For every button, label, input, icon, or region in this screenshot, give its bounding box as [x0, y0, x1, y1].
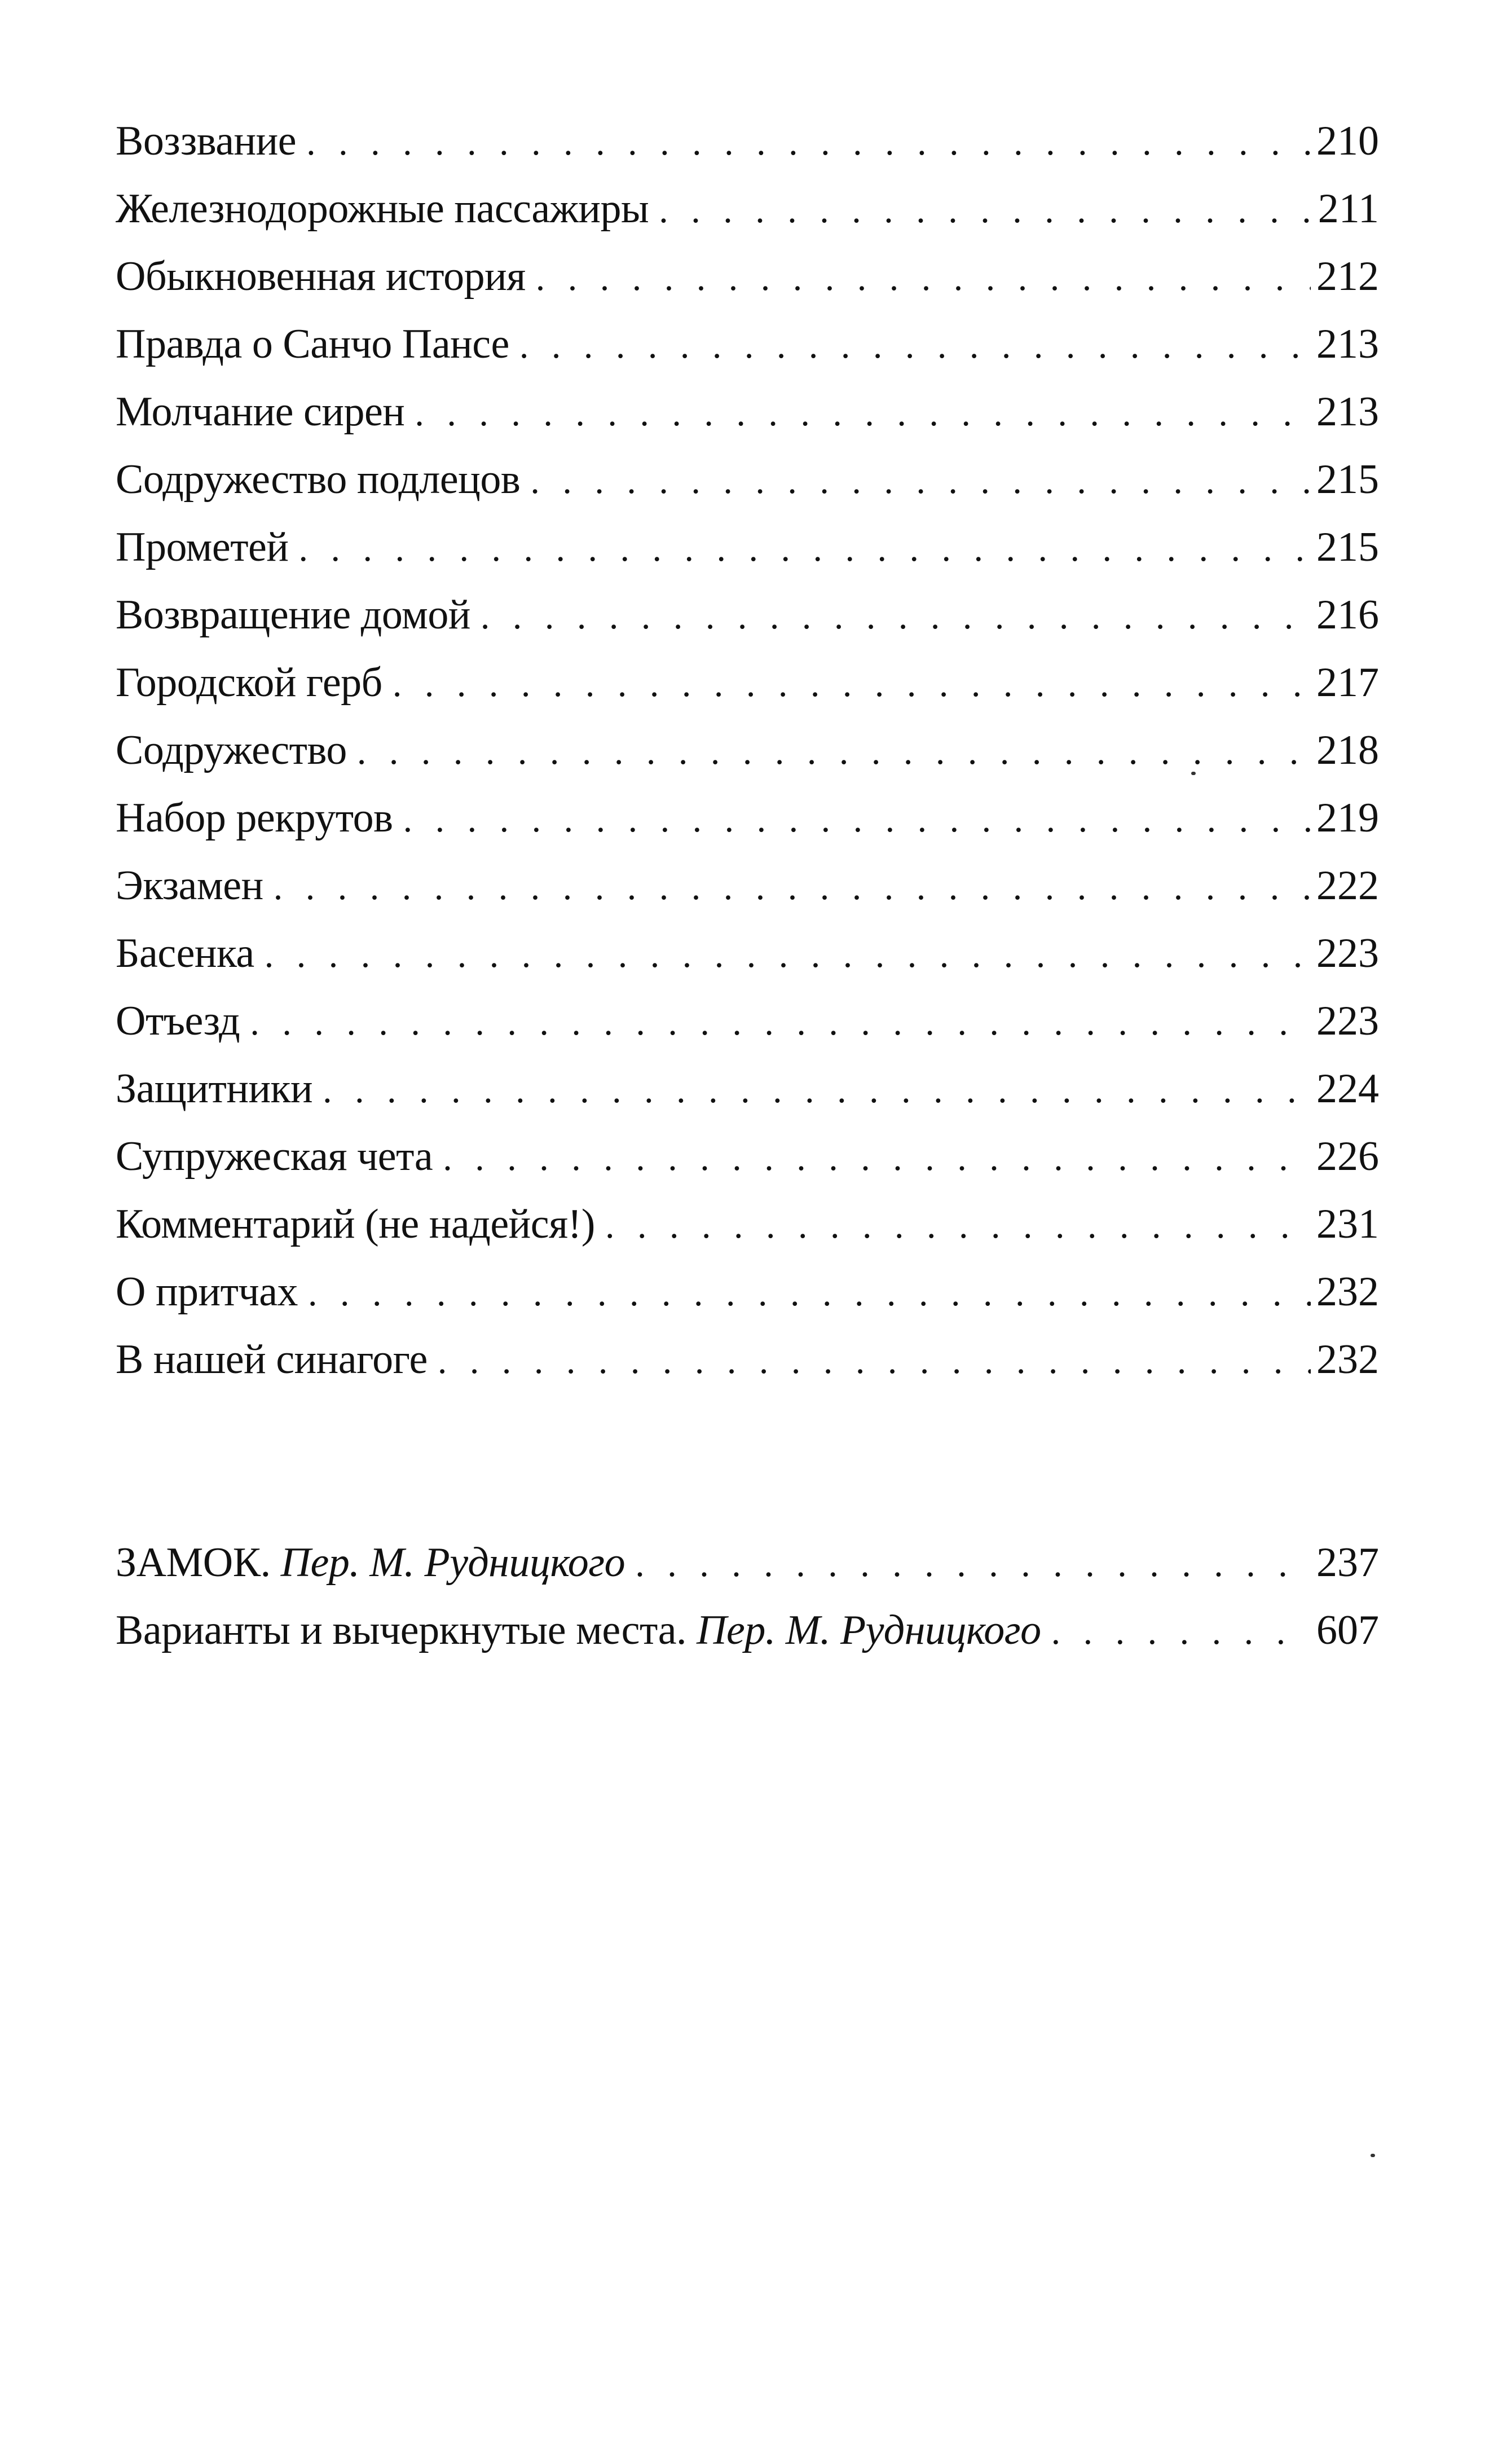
translator-credit: Пер. М. Рудницкого [280, 1539, 625, 1586]
toc-entry [116, 310, 1379, 378]
entry-page-number: 232 [1316, 1269, 1379, 1315]
toc-entry [116, 852, 1379, 919]
works-list [116, 1529, 1379, 1664]
dot-leader [274, 853, 1311, 921]
entry-page-number: 216 [1316, 592, 1379, 638]
toc-entry [116, 987, 1379, 1055]
entry-title [116, 1529, 635, 1596]
dot-leader [393, 650, 1311, 718]
dot-leader [530, 447, 1311, 515]
toc-entry [116, 1055, 1379, 1123]
entry-title: Прометей [116, 524, 289, 570]
toc-entry [116, 378, 1379, 446]
entry-title: Содружество подлецов [116, 456, 521, 503]
dot-leader [357, 718, 1311, 786]
scan-speck [1371, 2154, 1375, 2157]
stories-list [116, 107, 1379, 1393]
entry-title: Набор рекрутов [116, 795, 393, 841]
dot-leader [265, 921, 1311, 989]
entry-title: Экзамен [116, 863, 263, 909]
entry-title: Обыкновенная история [116, 253, 526, 300]
scan-speck [1191, 772, 1196, 775]
dot-leader [415, 380, 1311, 447]
toc-entry [116, 1123, 1379, 1190]
entry-page-number: 213 [1316, 389, 1379, 435]
entry-title: Молчание сирен [116, 389, 405, 435]
entry-page-number: 212 [1316, 253, 1379, 300]
entry-title: О притчах [116, 1269, 298, 1315]
entry-page-number: 237 [1316, 1539, 1379, 1586]
toc-entry [116, 1326, 1379, 1393]
entry-title: В нашей синагоге [116, 1336, 428, 1383]
dot-leader [323, 1057, 1311, 1124]
dot-leader [308, 1260, 1311, 1327]
toc-entry [116, 716, 1379, 784]
entry-page-number: 217 [1316, 659, 1379, 706]
toc-entry [116, 175, 1379, 243]
toc-entry [116, 919, 1379, 987]
entry-page-number: 210 [1316, 118, 1379, 164]
toc-entry [116, 107, 1379, 175]
dot-leader [519, 312, 1311, 380]
entry-title: Басенка [116, 930, 254, 976]
dot-leader [306, 109, 1311, 177]
entry-title: Городской герб [116, 659, 382, 706]
entry-title: Содружество [116, 727, 347, 773]
dot-leader [635, 1530, 1311, 1598]
dot-leader [481, 583, 1311, 650]
dot-leader [438, 1327, 1311, 1395]
dot-leader [536, 244, 1311, 312]
toc-entry [116, 1258, 1379, 1326]
entry-title: Правда о Санчо Пансе [116, 321, 509, 367]
entry-page-number: 224 [1316, 1066, 1379, 1112]
entry-title: Супружеская чета [116, 1133, 433, 1180]
dot-leader [605, 1192, 1311, 1260]
section-spacer [116, 1393, 1379, 1529]
entry-page-number: 215 [1316, 456, 1379, 503]
toc-entry [116, 581, 1379, 649]
toc-entry [116, 784, 1379, 852]
entry-title: Железнодорожные пассажиры [116, 186, 649, 232]
toc-entry [116, 1190, 1379, 1258]
dot-leader [443, 1124, 1311, 1192]
toc-entry [116, 649, 1379, 716]
entry-page-number: 607 [1316, 1607, 1379, 1653]
entry-page-number: 223 [1316, 930, 1379, 976]
toc-entry [116, 243, 1379, 310]
entry-page-number: 215 [1316, 524, 1379, 570]
dot-leader [403, 786, 1311, 853]
translator-credit: Пер. М. Рудницкого [697, 1607, 1041, 1653]
table-of-contents [116, 107, 1379, 1664]
entry-page-number: 222 [1316, 863, 1379, 909]
entry-page-number: 231 [1316, 1201, 1379, 1247]
toc-entry [116, 513, 1379, 581]
entry-title: Защитники [116, 1066, 313, 1112]
toc-entry [116, 1596, 1379, 1664]
entry-page-number: 226 [1316, 1133, 1379, 1180]
entry-page-number: 219 [1316, 795, 1379, 841]
entry-title: Возвращение домой [116, 592, 470, 638]
entry-page-number: 213 [1316, 321, 1379, 367]
work-title: Варианты и вычеркнутые места. [116, 1607, 687, 1653]
dot-leader [299, 515, 1311, 583]
entry-page-number: 223 [1316, 998, 1379, 1044]
entry-title: Воззвание [116, 118, 297, 164]
dot-leader [1051, 1598, 1311, 1666]
entry-title: Отъезд [116, 998, 240, 1044]
entry-page-number: 232 [1316, 1336, 1379, 1383]
entry-page-number: 211 [1318, 186, 1379, 232]
dot-leader [250, 989, 1311, 1057]
toc-entry [116, 446, 1379, 513]
work-title: ЗАМОК. [116, 1539, 271, 1586]
dot-leader [659, 177, 1311, 244]
entry-title [116, 1596, 1051, 1664]
toc-entry [116, 1529, 1379, 1596]
entry-page-number: 218 [1316, 727, 1379, 773]
entry-title: Комментарий (не надейся!) [116, 1201, 595, 1247]
